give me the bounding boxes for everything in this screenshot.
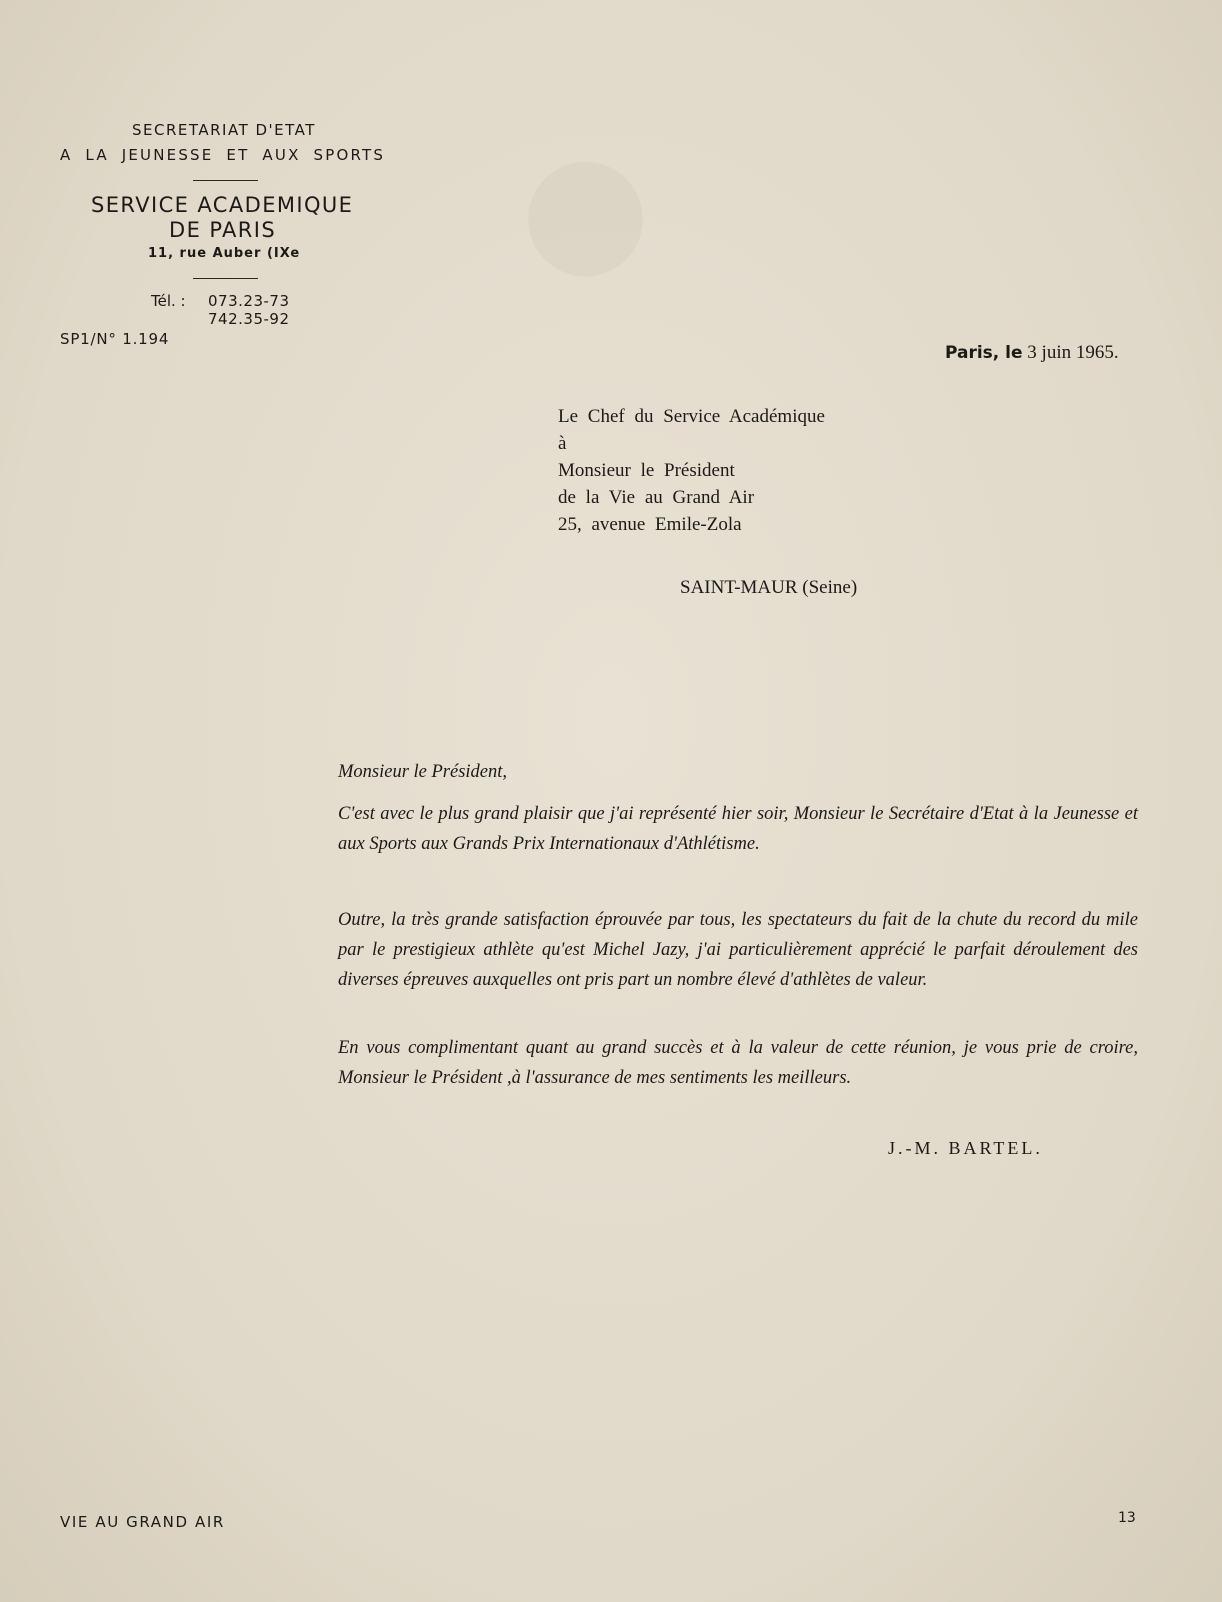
letter-paragraph-2: Outre, la très grande satisfaction éprouvée par tous, les spectateurs du fait de la chute du record du mile par le prestigieux athlète qu'est Michel Jazy, j'ai particulièrement apprécié le parfait déroulement des diverses épreuves auxquelles ont pris part un nombre élevé d'athlètes de valeur. [338,910,1138,990]
reference-number: SP1/N° 1.194 [60,330,170,348]
salutation: Monsieur le Président, [338,762,508,782]
letterhead-divider-bottom [193,278,258,279]
letter-paragraph-3: En vous complimentant quant au grand succès et à la valeur de cette réunion, je vous prie de croire, Monsieur le Président ,à l'assurance de mes sentiments les meilleurs. [338,1038,1138,1088]
dateline [945,342,1119,364]
recipient-line-4: de la Vie au Grand Air [558,487,755,508]
recipient-line-3: Monsieur le Président [558,460,735,481]
show-through-ghost: ● [520,120,651,294]
recipient-line-1: Le Chef du Service Académique [558,406,825,427]
letterhead-service-line2: DE PARIS [169,218,277,242]
telephone-label: Tél. : [151,292,186,310]
footer-page-number: 13 [1118,1510,1136,1526]
letterhead-address: 11, rue Auber (IXe [148,246,301,261]
letterhead-divider-top [193,180,258,181]
telephone-number-1: 073.23-73 [208,292,290,310]
telephone-number-2: 742.35-92 [208,310,290,328]
signature: J.-M. BARTEL. [888,1138,1043,1158]
dateline-place: Paris, le [945,343,1023,363]
recipient-line-2: à [558,433,567,454]
recipient-city: SAINT-MAUR (Seine) [680,577,858,598]
letter-paragraph-1: C'est avec le plus grand plaisir que j'ai représenté hier soir, Monsieur le Secrétaire d'Etat à la Jeunesse et aux Sports aux Grands Prix Internationaux d'Athlétisme. [338,804,1138,854]
letterhead-ministry-line2: A LA JEUNESSE ET AUX SPORTS [60,146,386,164]
dateline-date: 3 juin 1965. [1027,342,1119,363]
letterhead-service-line1: SERVICE ACADEMIQUE [91,193,354,217]
letterhead-ministry-line1: SECRETARIAT D'ETAT [132,121,316,139]
recipient-line-5: 25, avenue Emile-Zola [558,514,742,535]
footer-publication: VIE AU GRAND AIR [60,1513,225,1531]
